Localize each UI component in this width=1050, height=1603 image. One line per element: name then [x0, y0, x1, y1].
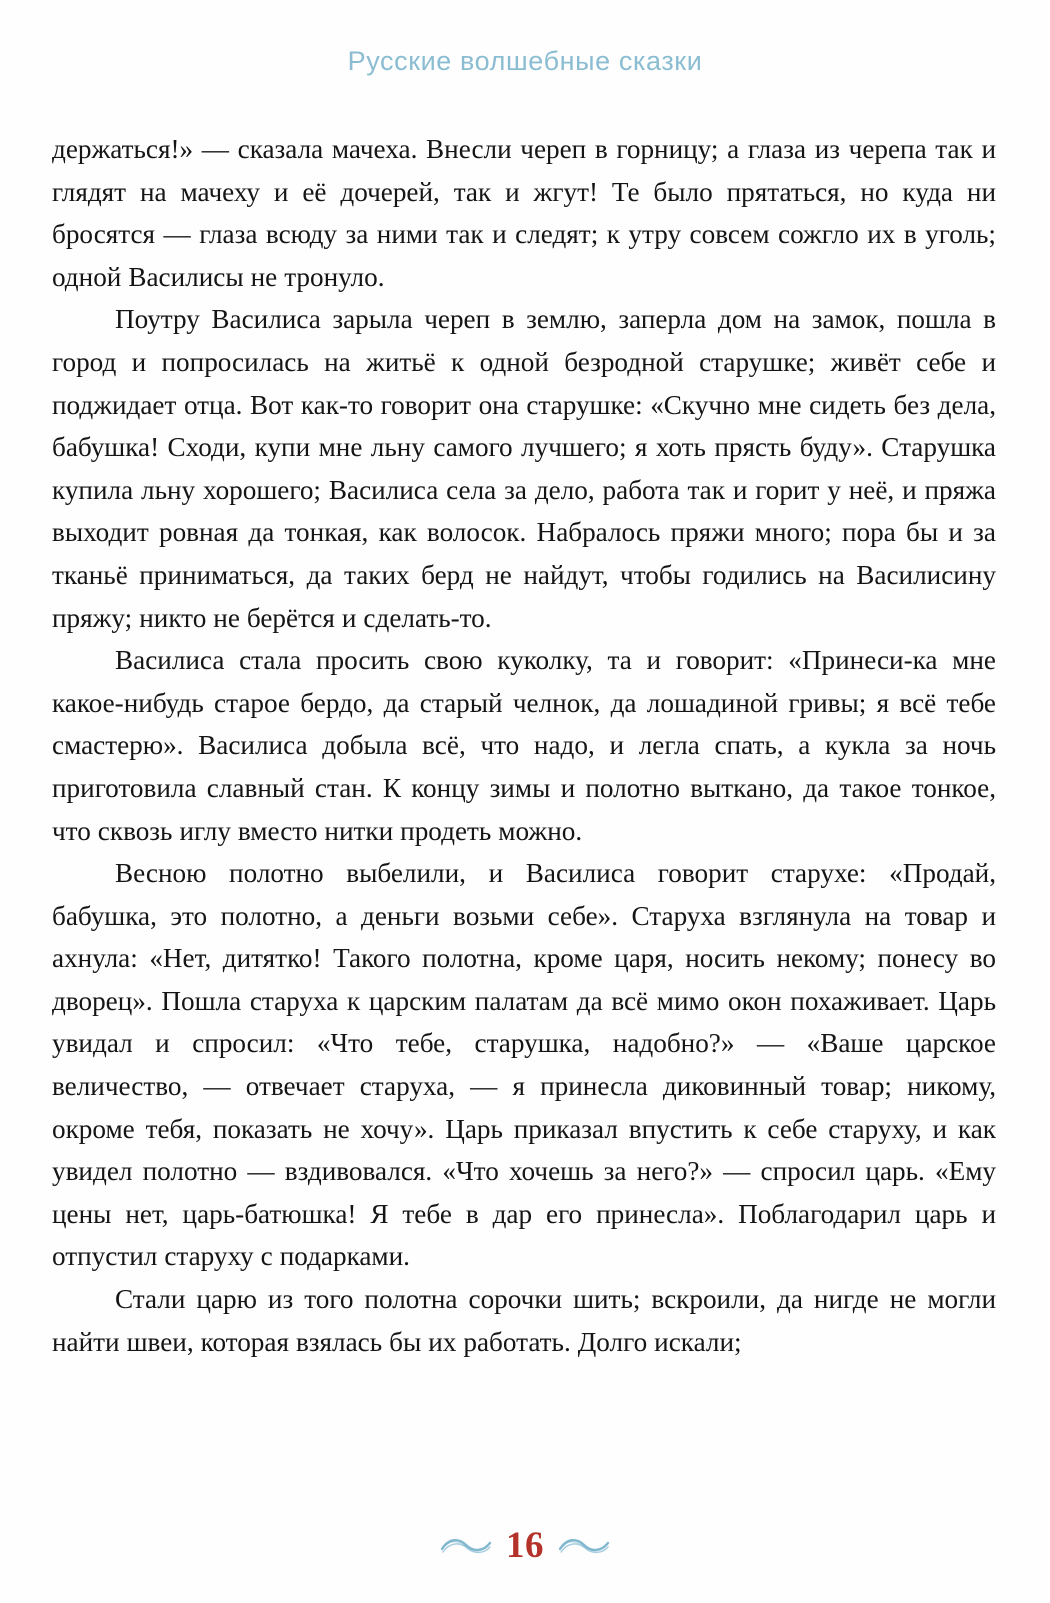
paragraph: держаться!» — сказала мачеха. Внесли череп в горницу; а глаза из черепа так и глядят на мачеху и её дочерей, так и жгут! Те было прятаться, но куда ни бросятся — глаза всюду за ними так и следят; к утру совсем сожгло их в уголь; одной Василисы не тронуло. [52, 134, 996, 292]
wave-swash-left-icon [439, 1534, 493, 1558]
running-header-title: Русские волшебные сказки [347, 46, 703, 76]
wave-swash-right-icon [557, 1534, 611, 1558]
paragraph: Василиса стала просить свою куколку, та и говорит: «Принеси-ка мне какое-нибудь старое бердо, да старый челнок, да лошадиной гривы; я всё тебе смастерю». Василиса добыла всё, что надо, и легла спать, а кукла за ночь приготовила славный стан. К концу зимы и полотно выткано, да такое тонкое, что сквозь иглу вместо нитки продеть можно. [52, 645, 996, 846]
page-footer [0, 1523, 1050, 1569]
page-number: 16 [506, 1524, 544, 1566]
body-text-block [52, 128, 996, 1363]
paragraph: Поутру Василиса зарыла череп в землю, заперла дом на замок, пошла в город и попросилась на житьё к одной безродной старушке; живёт себе и поджидает отца. Вот как-то говорит она старушке: «Скучно мне сидеть без дела, бабушка! Сходи, купи мне льну самого лучшего; я хоть прясть буду». Старушка купила льну хорошего; Василиса села за дело, работа так и горит у неё, и пряжа выходит ровная да тонкая, как волосок. Набралось пряжи много; пора бы и за тканьё приниматься, да таких берд не найдут, чтобы годились на Василисину пряжу; никто не берётся и сделать-то. [52, 304, 996, 633]
paragraph: Весною полотно выбелили, и Василиса говорит старухе: «Продай, бабушка, это полотно, а деньги возьми себе». Старуха взглянула на товар и ахнула: «Нет, дитятко! Такого полотна, кроме царя, носить некому; понесу во дворец». Пошла старуха к царским палатам да всё мимо окон похаживает. Царь увидал и спросил: «Что тебе, старушка, надобно?» — «Ваше царское величество, — отвечает старуха, — я принесла диковинный товар; никому, окроме тебя, показать не хочу». Царь приказал впустить к себе старуху, и как увидел полотно — вздивовался. «Что хочешь за него?» — спросил царь. «Ему цены нет, царь-батюшка! Я тебе в дар его принесла». Поблагодарил царь и отпустил старуху с подарками. [52, 858, 996, 1272]
paragraph: Стали царю из того полотна сорочки шить; вскроили, да нигде не могли найти швеи, которая взялась бы их работать. Долго искали; [52, 1284, 996, 1357]
